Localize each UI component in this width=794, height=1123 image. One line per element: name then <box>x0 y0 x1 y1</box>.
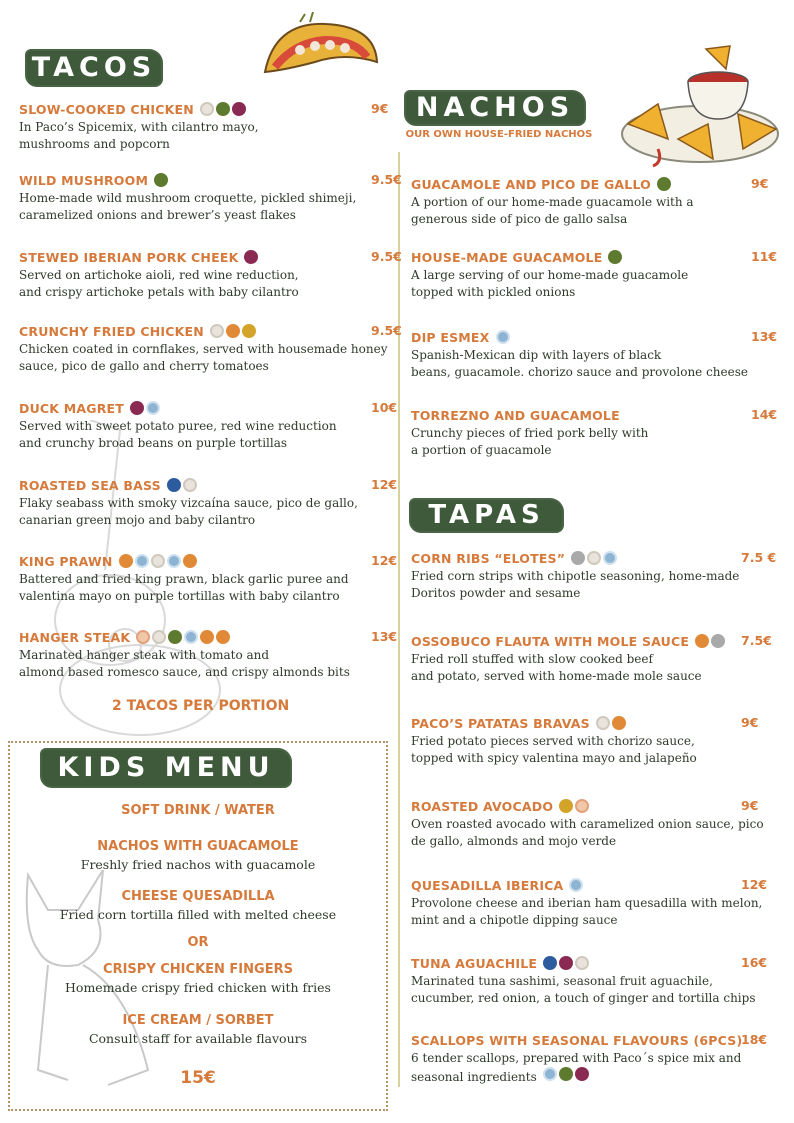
allergen-icons <box>559 799 589 813</box>
allergen-icon <box>226 324 240 338</box>
allergen-icons <box>543 956 589 970</box>
allergen-icon <box>543 1067 557 1081</box>
allergen-icons <box>569 878 583 892</box>
taco-item <box>19 172 402 224</box>
nachos-item-name-text: DIP ESMEX <box>411 329 490 345</box>
taco-item-description: Flaky seabass with smoky vizcaína sauce, pico de gallo, canarian green mojo and baby cilantro <box>19 496 358 527</box>
taco-item <box>19 477 398 529</box>
taco-item-price: 12€ <box>371 477 398 492</box>
taco-item-description: Served on artichoke aioli, red wine reduction, and crispy artichoke petals with baby cilantro <box>19 268 299 299</box>
taco-item <box>19 101 391 153</box>
allergen-icon <box>575 1067 589 1081</box>
taco-item-description: In Paco’s Spicemix, with cilantro mayo, mushrooms and popcorn <box>19 120 259 151</box>
kids-item-name: ICE CREAM / SORBET <box>122 1013 274 1028</box>
taco-illustration <box>255 12 385 92</box>
allergen-icon <box>571 551 585 565</box>
tapa-item-name <box>411 633 781 649</box>
allergen-icon <box>657 177 671 191</box>
tapa-item-name-text: QUESADILLA IBERICA <box>411 877 564 893</box>
taco-item-name <box>19 101 391 117</box>
taco-item-description: Home-made wild mushroom croquette, pickled shimeji, caramelized onions and brewer’s yeast flakes <box>19 191 357 222</box>
allergen-icon <box>135 554 149 568</box>
allergen-icons <box>154 173 168 187</box>
kids-item-name: CRISPY CHICKEN FINGERS <box>103 962 293 977</box>
allergen-icon <box>210 324 224 338</box>
allergen-icons <box>596 716 626 730</box>
allergen-icon <box>596 716 610 730</box>
allergen-icon <box>496 330 510 344</box>
taco-item-price: 10€ <box>371 400 398 415</box>
taco-item-name-text: ROASTED SEA BASS <box>19 477 161 493</box>
tapa-item <box>411 955 781 1007</box>
tacos-note: 2 TACOS PER PORTION <box>112 698 290 714</box>
allergen-icon <box>216 630 230 644</box>
kids-item-description: Freshly fried nachos with guacamole <box>80 857 316 872</box>
taco-item-price: 12€ <box>371 553 398 568</box>
allergen-icon <box>711 634 725 648</box>
nachos-item-description: Spanish-Mexican dip with layers of black beans, guacamole. chorizo sauce and provolone cheese <box>411 348 748 379</box>
tapas-title: TAPAS <box>428 500 545 530</box>
kids-title: KIDS MENU <box>57 752 275 783</box>
taco-item <box>19 629 398 681</box>
nachos-item-name <box>411 176 781 192</box>
kids-item-description: Consult staff for available flavours <box>88 1031 308 1046</box>
tapa-item-description: Provolone cheese and iberian ham quesadilla with melon, mint and a chipotle dipping sauce <box>411 896 763 927</box>
allergen-icon <box>559 1067 573 1081</box>
allergen-icon <box>559 799 573 813</box>
allergen-icon <box>146 401 160 415</box>
allergen-icon <box>695 634 709 648</box>
taco-item-name <box>19 249 391 265</box>
tapa-item-price: 7.5€ <box>741 633 772 648</box>
column-divider <box>398 152 400 1087</box>
taco-item <box>19 400 398 452</box>
taco-item-name-text: CRUNCHY FRIED CHICKEN <box>19 323 204 339</box>
allergen-icons <box>130 401 160 415</box>
taco-item-description: Chicken coated in cornflakes, served with housemade honey sauce, pico de gallo and cherry tomatoes <box>19 342 388 373</box>
allergen-icons <box>657 177 671 191</box>
allergen-icon <box>200 102 214 116</box>
tapa-item <box>411 550 781 602</box>
allergen-icons <box>496 330 510 344</box>
tapa-item-name <box>411 877 781 893</box>
tapa-item-name-text: TUNA AGUACHILE <box>411 955 538 971</box>
taco-item-price: 9.5€ <box>371 172 402 187</box>
allergen-icon <box>612 716 626 730</box>
allergen-icons <box>200 102 246 116</box>
nachos-item-description: A portion of our home-made guacamole with a generous side of pico de gallo salsa <box>411 195 694 226</box>
allergen-icon <box>216 102 230 116</box>
allergen-icons <box>571 551 617 565</box>
allergen-icon <box>154 173 168 187</box>
tapa-item-name <box>411 1032 781 1048</box>
allergen-icon <box>543 956 557 970</box>
kids-item-description: Fried corn tortilla filled with melted cheese <box>59 907 337 922</box>
allergen-icon <box>136 630 150 644</box>
taco-item-name-text: STEWED IBERIAN PORK CHEEK <box>19 249 239 265</box>
allergen-icons <box>210 324 256 338</box>
tapa-item <box>411 798 781 850</box>
allergen-icons <box>119 554 197 568</box>
allergen-icon <box>244 250 258 264</box>
tacos-title: TACOS <box>31 52 157 83</box>
allergen-icon <box>183 478 197 492</box>
allergen-icon <box>152 630 166 644</box>
tapa-item-description: Marinated tuna sashimi, seasonal fruit aguachile, cucumber, red onion, a touch of ginger and tortilla chips <box>411 974 756 1005</box>
nachos-subtitle: OUR OWN HOUSE-FRIED NACHOS <box>405 129 593 140</box>
tapa-item-name <box>411 550 781 566</box>
taco-item-price: 13€ <box>371 629 398 644</box>
nachos-banner <box>404 90 586 126</box>
nachos-item-price: 13€ <box>751 329 778 344</box>
taco-item-name-text: DUCK MAGRET <box>19 400 125 416</box>
tapa-item-price: 16€ <box>741 955 768 970</box>
taco-item <box>19 323 402 375</box>
tapa-item-price: 9€ <box>741 715 759 730</box>
allergen-icons <box>167 478 197 492</box>
tapa-item-price: 9€ <box>741 798 759 813</box>
tapa-item <box>411 715 781 767</box>
allergen-icon <box>242 324 256 338</box>
tapa-item-name-text: OSSOBUCO FLAUTA WITH MOLE SAUCE <box>411 633 690 649</box>
allergen-icon <box>183 554 197 568</box>
tapa-item-name <box>411 798 781 814</box>
tapa-item-name-text: PACO’S PATATAS BRAVAS <box>411 715 590 731</box>
nachos-item-name <box>411 407 781 423</box>
nachos-item-name <box>411 249 781 265</box>
taco-item-name-text: WILD MUSHROOM <box>19 172 149 188</box>
tacos-banner <box>25 49 163 87</box>
tapa-item-name-text: ROASTED AVOCADO <box>411 798 554 814</box>
tapa-item-name-text: SCALLOPS WITH SEASONAL FLAVOURS (6PCS) <box>411 1032 743 1048</box>
taco-item-name-text: HANGER STEAK <box>19 629 131 645</box>
nachos-item-description: A large serving of our home-made guacamole topped with pickled onions <box>411 268 689 299</box>
taco-item-price: 9.5€ <box>371 249 402 264</box>
tapa-item-description: 6 tender scallops, prepared with Paco´s spice mix and seasonal ingredients <box>411 1051 742 1084</box>
kids-item-name: NACHOS WITH GUACAMOLE <box>97 839 299 854</box>
tapa-item-description: Fried corn strips with chipotle seasoning, home-made Doritos powder and sesame <box>411 569 740 600</box>
kids-or: OR <box>187 935 209 950</box>
kids-item-description: Homemade crispy fried chicken with fries <box>65 980 331 995</box>
allergen-icon <box>569 878 583 892</box>
taco-item-price: 9€ <box>371 101 389 116</box>
nachos-title: NACHOS <box>415 92 575 123</box>
taco-item-name <box>19 323 391 339</box>
allergen-icon <box>184 630 198 644</box>
taco-item <box>19 249 402 301</box>
taco-item-name <box>19 553 391 569</box>
nachos-item-description: Crunchy pieces of fried pork belly with a portion of guacamole <box>411 426 649 457</box>
tapa-item-price: 18€ <box>741 1032 768 1047</box>
nachos-item <box>411 407 781 459</box>
allergen-icon <box>232 102 246 116</box>
allergen-icon <box>151 554 165 568</box>
allergen-icon <box>587 551 601 565</box>
allergen-icons <box>136 630 230 644</box>
nachos-item <box>411 329 781 381</box>
kids-menu-box <box>8 741 388 1111</box>
tapas-banner <box>409 498 564 533</box>
kids-item-name: CHEESE QUESADILLA <box>121 889 275 904</box>
taco-item-name <box>19 400 391 416</box>
allergen-icon <box>575 799 589 813</box>
allergen-icons <box>608 250 622 264</box>
allergen-icon <box>167 478 181 492</box>
allergen-icon <box>130 401 144 415</box>
tapa-item-name-text: CORN RIBS “ELOTES” <box>411 550 566 566</box>
kids-banner <box>40 748 292 788</box>
nachos-item-name-text: HOUSE-MADE GUACAMOLE <box>411 249 603 265</box>
nachos-item-name-text: GUACAMOLE AND PICO DE GALLO <box>411 176 652 192</box>
tapa-item-name <box>411 955 781 971</box>
kids-drink: SOFT DRINK / WATER <box>121 803 275 818</box>
allergen-icons <box>695 634 725 648</box>
tapa-item-price: 7.5 € <box>741 550 777 565</box>
nachos-item-price: 11€ <box>751 249 778 264</box>
taco-item-name-text: SLOW-COOKED CHICKEN <box>19 101 194 117</box>
allergen-icon <box>608 250 622 264</box>
tapa-item-description: Fried potato pieces served with chorizo sauce, topped with spicy valentina mayo and jalapeño <box>411 734 697 765</box>
taco-item-name <box>19 172 391 188</box>
taco-item-name <box>19 629 391 645</box>
nachos-item-name <box>411 329 781 345</box>
allergen-icon <box>575 956 589 970</box>
nachos-item <box>411 249 781 301</box>
allergen-icon <box>603 551 617 565</box>
allergen-icon <box>559 956 573 970</box>
taco-item-price: 9.5€ <box>371 323 402 338</box>
tapa-item <box>411 877 781 929</box>
allergen-icons <box>244 250 258 264</box>
taco-item-description: Served with sweet potato puree, red wine reduction and crunchy broad beans on purple tortillas <box>19 419 337 450</box>
taco-item-description: Battered and fried king prawn, black garlic puree and valentina mayo on purple tortillas with baby cilantro <box>19 572 349 603</box>
allergen-icon <box>119 554 133 568</box>
taco-item-name <box>19 477 391 493</box>
nachos-item <box>411 176 781 228</box>
kids-price: 15€ <box>180 1068 216 1088</box>
allergen-icons <box>543 1067 589 1081</box>
taco-item <box>19 553 398 605</box>
nachos-item-price: 14€ <box>751 407 778 422</box>
tapa-item-name <box>411 715 781 731</box>
allergen-icon <box>168 630 182 644</box>
nachos-bowl-illustration <box>618 44 783 169</box>
tapa-item <box>411 1032 781 1086</box>
tapa-item <box>411 633 781 685</box>
nachos-item-price: 9€ <box>751 176 769 191</box>
taco-item-description: Marinated hanger steak with tomato and almond based romesco sauce, and crispy almonds bits <box>19 648 350 679</box>
tapa-item-description: Oven roasted avocado with caramelized onion sauce, pico de gallo, almonds and mojo verde <box>411 817 764 848</box>
tapa-item-price: 12€ <box>741 877 768 892</box>
allergen-icon <box>200 630 214 644</box>
tapa-item-description: Fried roll stuffed with slow cooked beef and potato, served with home-made mole sauce <box>411 652 702 683</box>
taco-item-name-text: KING PRAWN <box>19 553 113 569</box>
nachos-item-name-text: TORREZNO AND GUACAMOLE <box>411 407 620 423</box>
allergen-icon <box>167 554 181 568</box>
